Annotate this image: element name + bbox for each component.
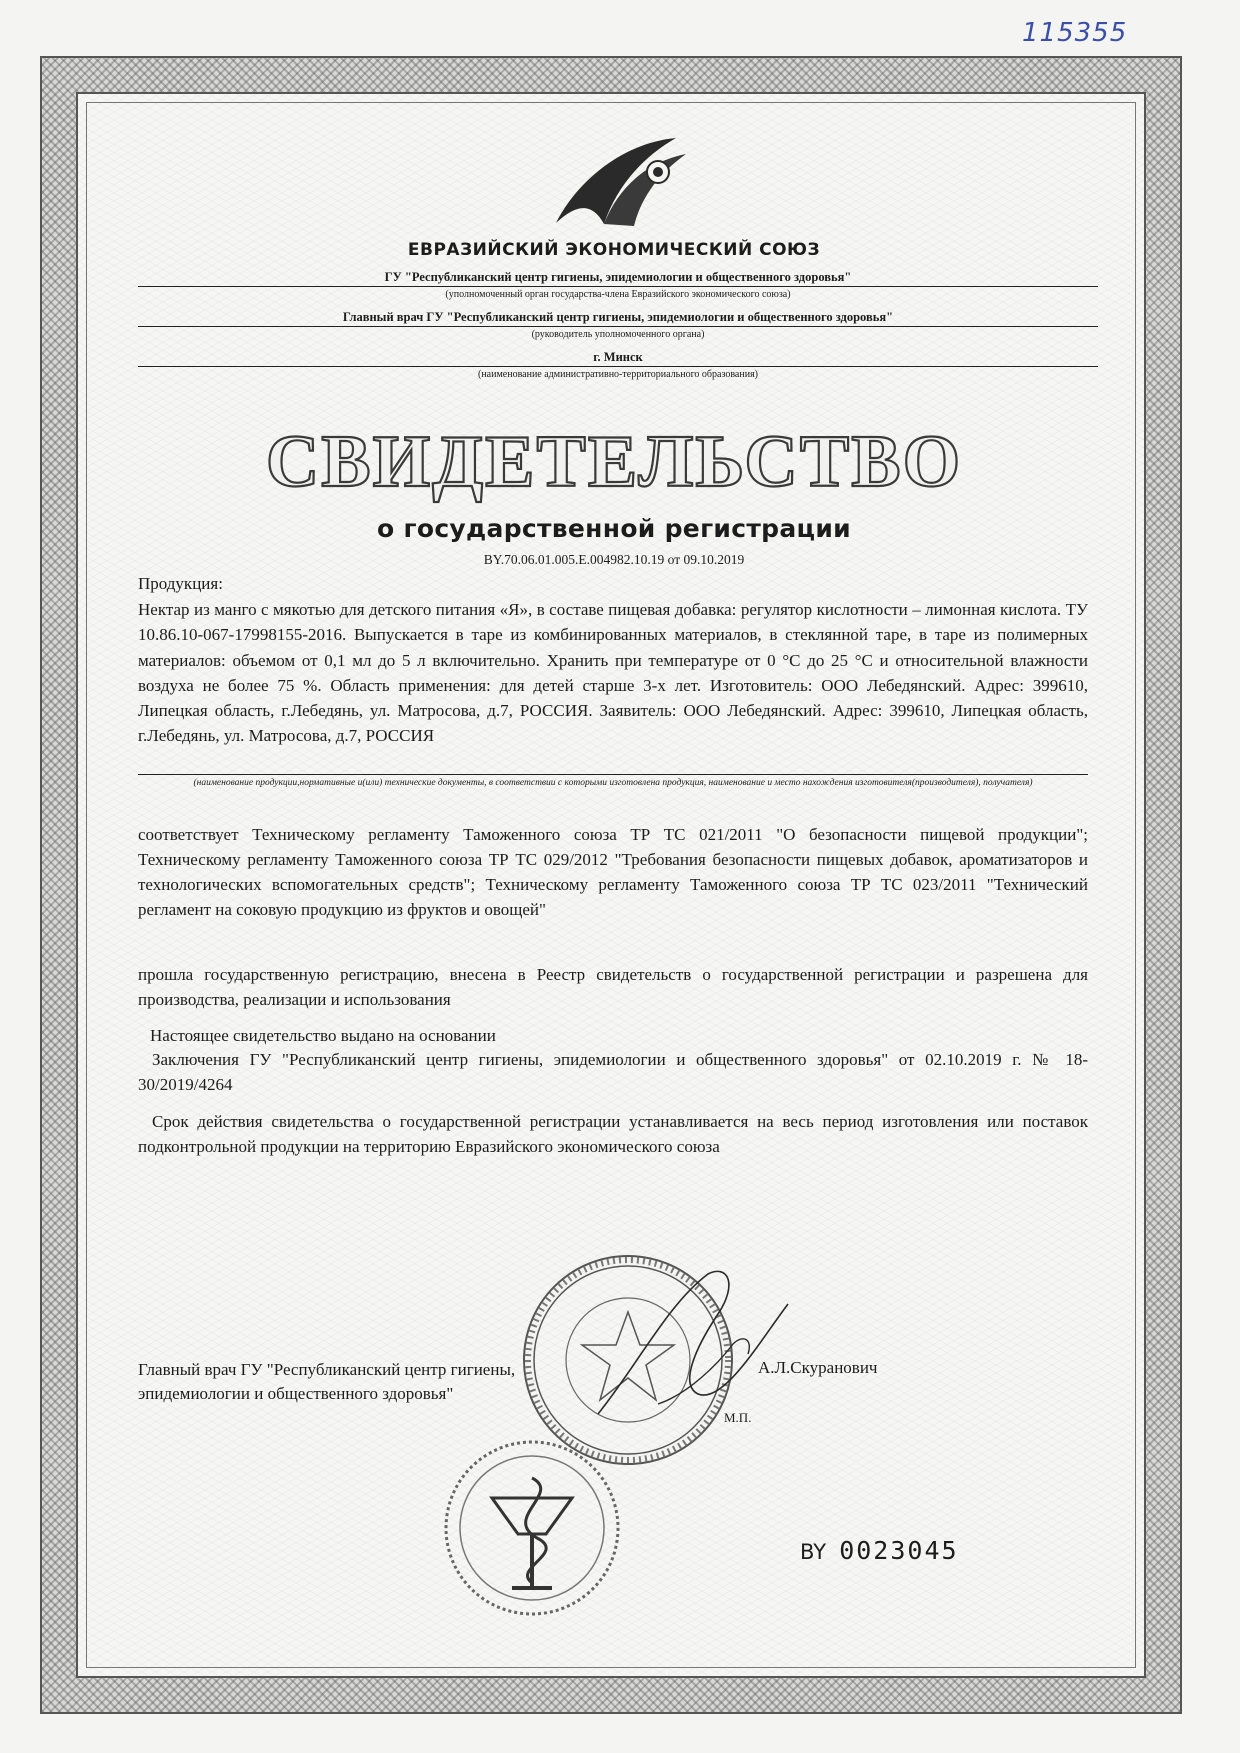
certificate-subtitle: о государственной регистрации — [377, 514, 851, 543]
authority-caption: (уполномоченный орган государства-члена Евразийского экономического союза) — [445, 289, 791, 300]
handwritten-number: 115355 — [1022, 18, 1128, 48]
signature-icon — [558, 1244, 818, 1444]
blank-serial-number — [800, 1536, 959, 1565]
serial-prefix: BY — [800, 1540, 827, 1564]
compliance-text: соответствует Техническому регламенту Таможенного союза ТР ТС 021/2011 "О безопасности пищевой продукции"; Техническому регламенту Таможенного союза ТР ТС 029/2012 "Требования безопасности пищевых добавок, ароматизаторов и технологических вспомогательных средств"; Техническому регламенту Таможенного союза ТР ТС 023/2011 "Технический регламент на соковую продукцию из фруктов и овощей" — [138, 825, 1088, 919]
product-label: Продукция: — [138, 574, 223, 593]
head-caption: (руководитель уполномоченного органа) — [531, 329, 705, 340]
basis-text: Заключения ГУ "Республиканский центр гигиены, эпидемиологии и общественного здоровья" от 02.10.2019 г. № 18-30/2019/4264 — [138, 1050, 1088, 1094]
registration-number: BY.70.06.01.005.E.004982.10.19 от 09.10.2019 — [483, 552, 745, 567]
hygiene-emblem-seal-icon — [442, 1438, 622, 1618]
certificate-body — [76, 92, 1146, 1678]
union-name: ЕВРАЗИЙСКИЙ ЭКОНОМИЧЕСКИЙ СОЮЗ — [407, 240, 821, 260]
certificate-title — [78, 410, 1150, 506]
validity-text: Срок действия свидетельства о государственной регистрации устанавливается на весь период изготовления или поставок подконтрольной продукции на территорию Евразийского экономического союза — [138, 1112, 1088, 1156]
authority-name: ГУ "Республиканский центр гигиены, эпидемиологии и общественного здоровья" — [138, 270, 1098, 287]
registration-text: прошла государственную регистрацию, внесена в Реестр свидетельств о государственной регистрации и разрешена для производства, реализации и использования — [138, 965, 1088, 1009]
signer-name: А.Л.Скуранович — [758, 1358, 878, 1377]
product-caption: (наименование продукции,нормативные и(или) технические документы, в соответствии с которыми изготовлена продукция, наименование и место нахождения изготовителя(производителя), получателя) — [193, 778, 1033, 788]
certificate-frame — [40, 56, 1182, 1714]
eaeu-emblem-icon — [546, 128, 696, 238]
product-divider — [138, 774, 1088, 775]
signer-title: Главный врач ГУ "Республиканский центр гигиены, эпидемиологии и общественного здоровья" — [138, 1360, 516, 1403]
basis-intro: Настоящее свидетельство выдано на основании — [150, 1026, 496, 1045]
city-caption: (наименование административно-территориального образования) — [477, 369, 758, 380]
head-of-authority: Главный врач ГУ "Республиканский центр гигиены, эпидемиологии и общественного здоровья" — [138, 310, 1098, 327]
stamp-place-label: М.П. — [724, 1410, 752, 1425]
title-text: СВИДЕТЕЛЬСТВО — [265, 421, 963, 503]
product-description: Нектар из манго с мякотью для детского питания «Я», в составе пищевая добавка: регулятор кислотности – лимонная кислота. ТУ 10.86.10-067-17998155-2016. Выпускается в таре из комбинированных материалов, в стеклянной таре, в таре из полимерных материалов: объемом от 0,1 мл до 5 л включительно. Хранить при температуре от 0 °С до 25 °С и относительной влажности воздуха не более 75 %. Область применения: для детей старше 3-х лет. Изготовитель: ООО Лебедянский. Адрес: 399610, Липецкая область, г.Лебедянь, ул. Матросова, д.7, РОССИЯ. Заявитель: ООО Лебедянский. Адрес: 399610, Липецкая область, г.Лебедянь, ул. Матросова, д.7, РОССИЯ — [138, 600, 1088, 746]
city-name: г. Минск — [138, 350, 1098, 367]
serial-number: 0023045 — [839, 1536, 959, 1565]
